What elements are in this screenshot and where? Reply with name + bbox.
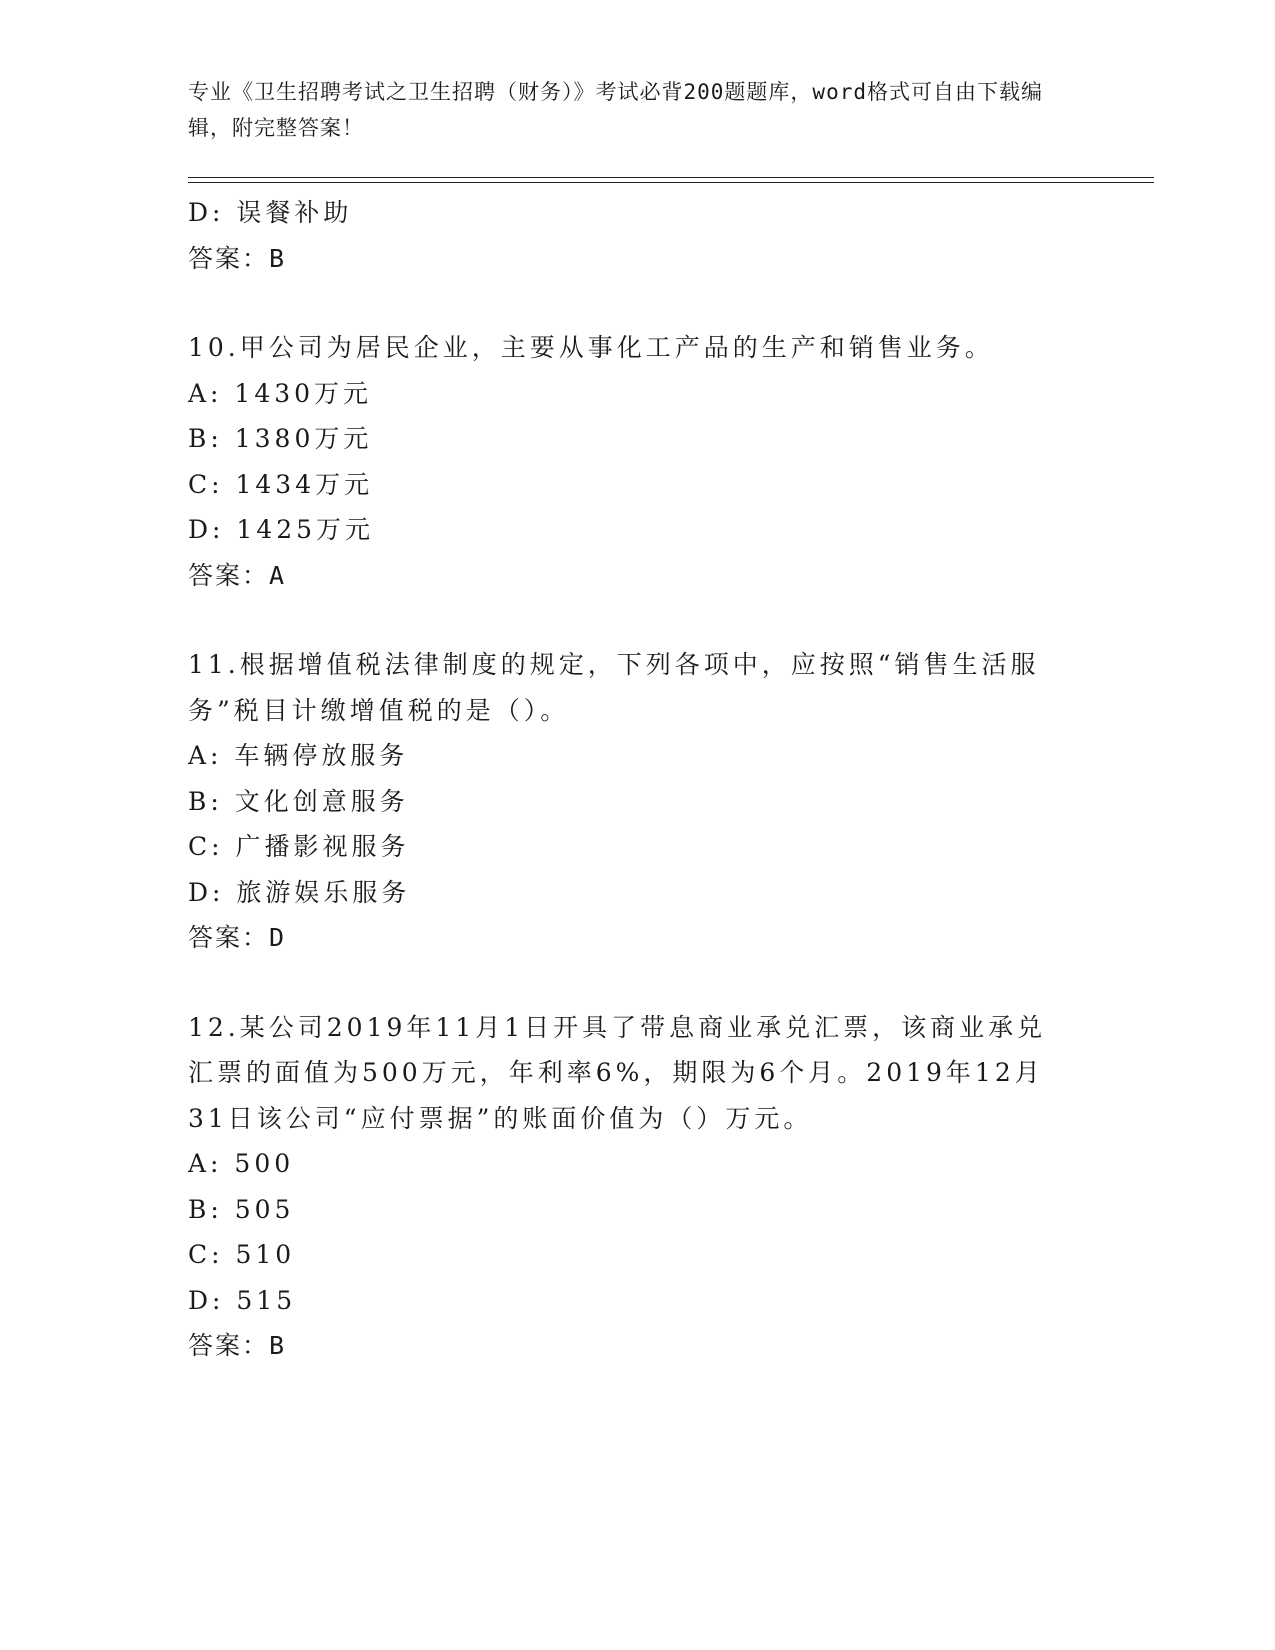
question-text: 11.根据增值税法律制度的规定，下列各项中，应按照“销售生活服务”税目计缴增值税的是（）。 (188, 650, 1040, 725)
option-b: B: 505 (188, 1194, 295, 1224)
option-d: D: 旅游娱乐服务 (188, 877, 411, 907)
option-b: B: 1380万元 (188, 424, 373, 453)
option-c: C: 510 (188, 1240, 296, 1269)
answer-line: 答案：B (188, 1331, 287, 1360)
answer-line: 答案：D (188, 923, 287, 952)
document-header: 专业《卫生招聘考试之卫生招聘（财务）》考试必背200题题库，word格式可自由下载编辑，附完整答案！ (188, 80, 1043, 140)
question-block-9-tail (188, 190, 1088, 281)
header-divider-top (188, 177, 1154, 178)
question-list (188, 190, 1088, 1369)
question-text: 10.甲公司为居民企业，主要从事化工产品的生产和销售业务。 (188, 333, 994, 362)
option-b: B: 文化创意服务 (188, 786, 409, 816)
option-d: D: 1425万元 (188, 515, 375, 544)
option-d: D: 误餐补助 (188, 198, 353, 227)
option-a: A: 1430万元 (188, 378, 373, 408)
option-d: D: 515 (188, 1285, 297, 1315)
question-block-12 (188, 1005, 1088, 1369)
question-block-11 (188, 642, 1088, 961)
option-c: C: 1434万元 (188, 469, 374, 499)
answer-line: 答案：A (188, 560, 287, 590)
option-c: C: 广播影视服务 (188, 832, 410, 861)
header-divider-bottom (188, 182, 1154, 183)
question-block-10 (188, 325, 1088, 598)
answer-line: 答案：B (188, 243, 287, 273)
question-text: 12.某公司2019年11月1日开具了带息商业承兑汇票，该商业承兑汇票的面值为500万元，年利率6%，期限为6个月。2019年12月31日该公司“应付票据”的账面价值为（）万元。 (188, 1012, 1047, 1133)
option-a: A: 车辆停放服务 (188, 741, 409, 770)
option-a: A: 500 (188, 1149, 295, 1178)
